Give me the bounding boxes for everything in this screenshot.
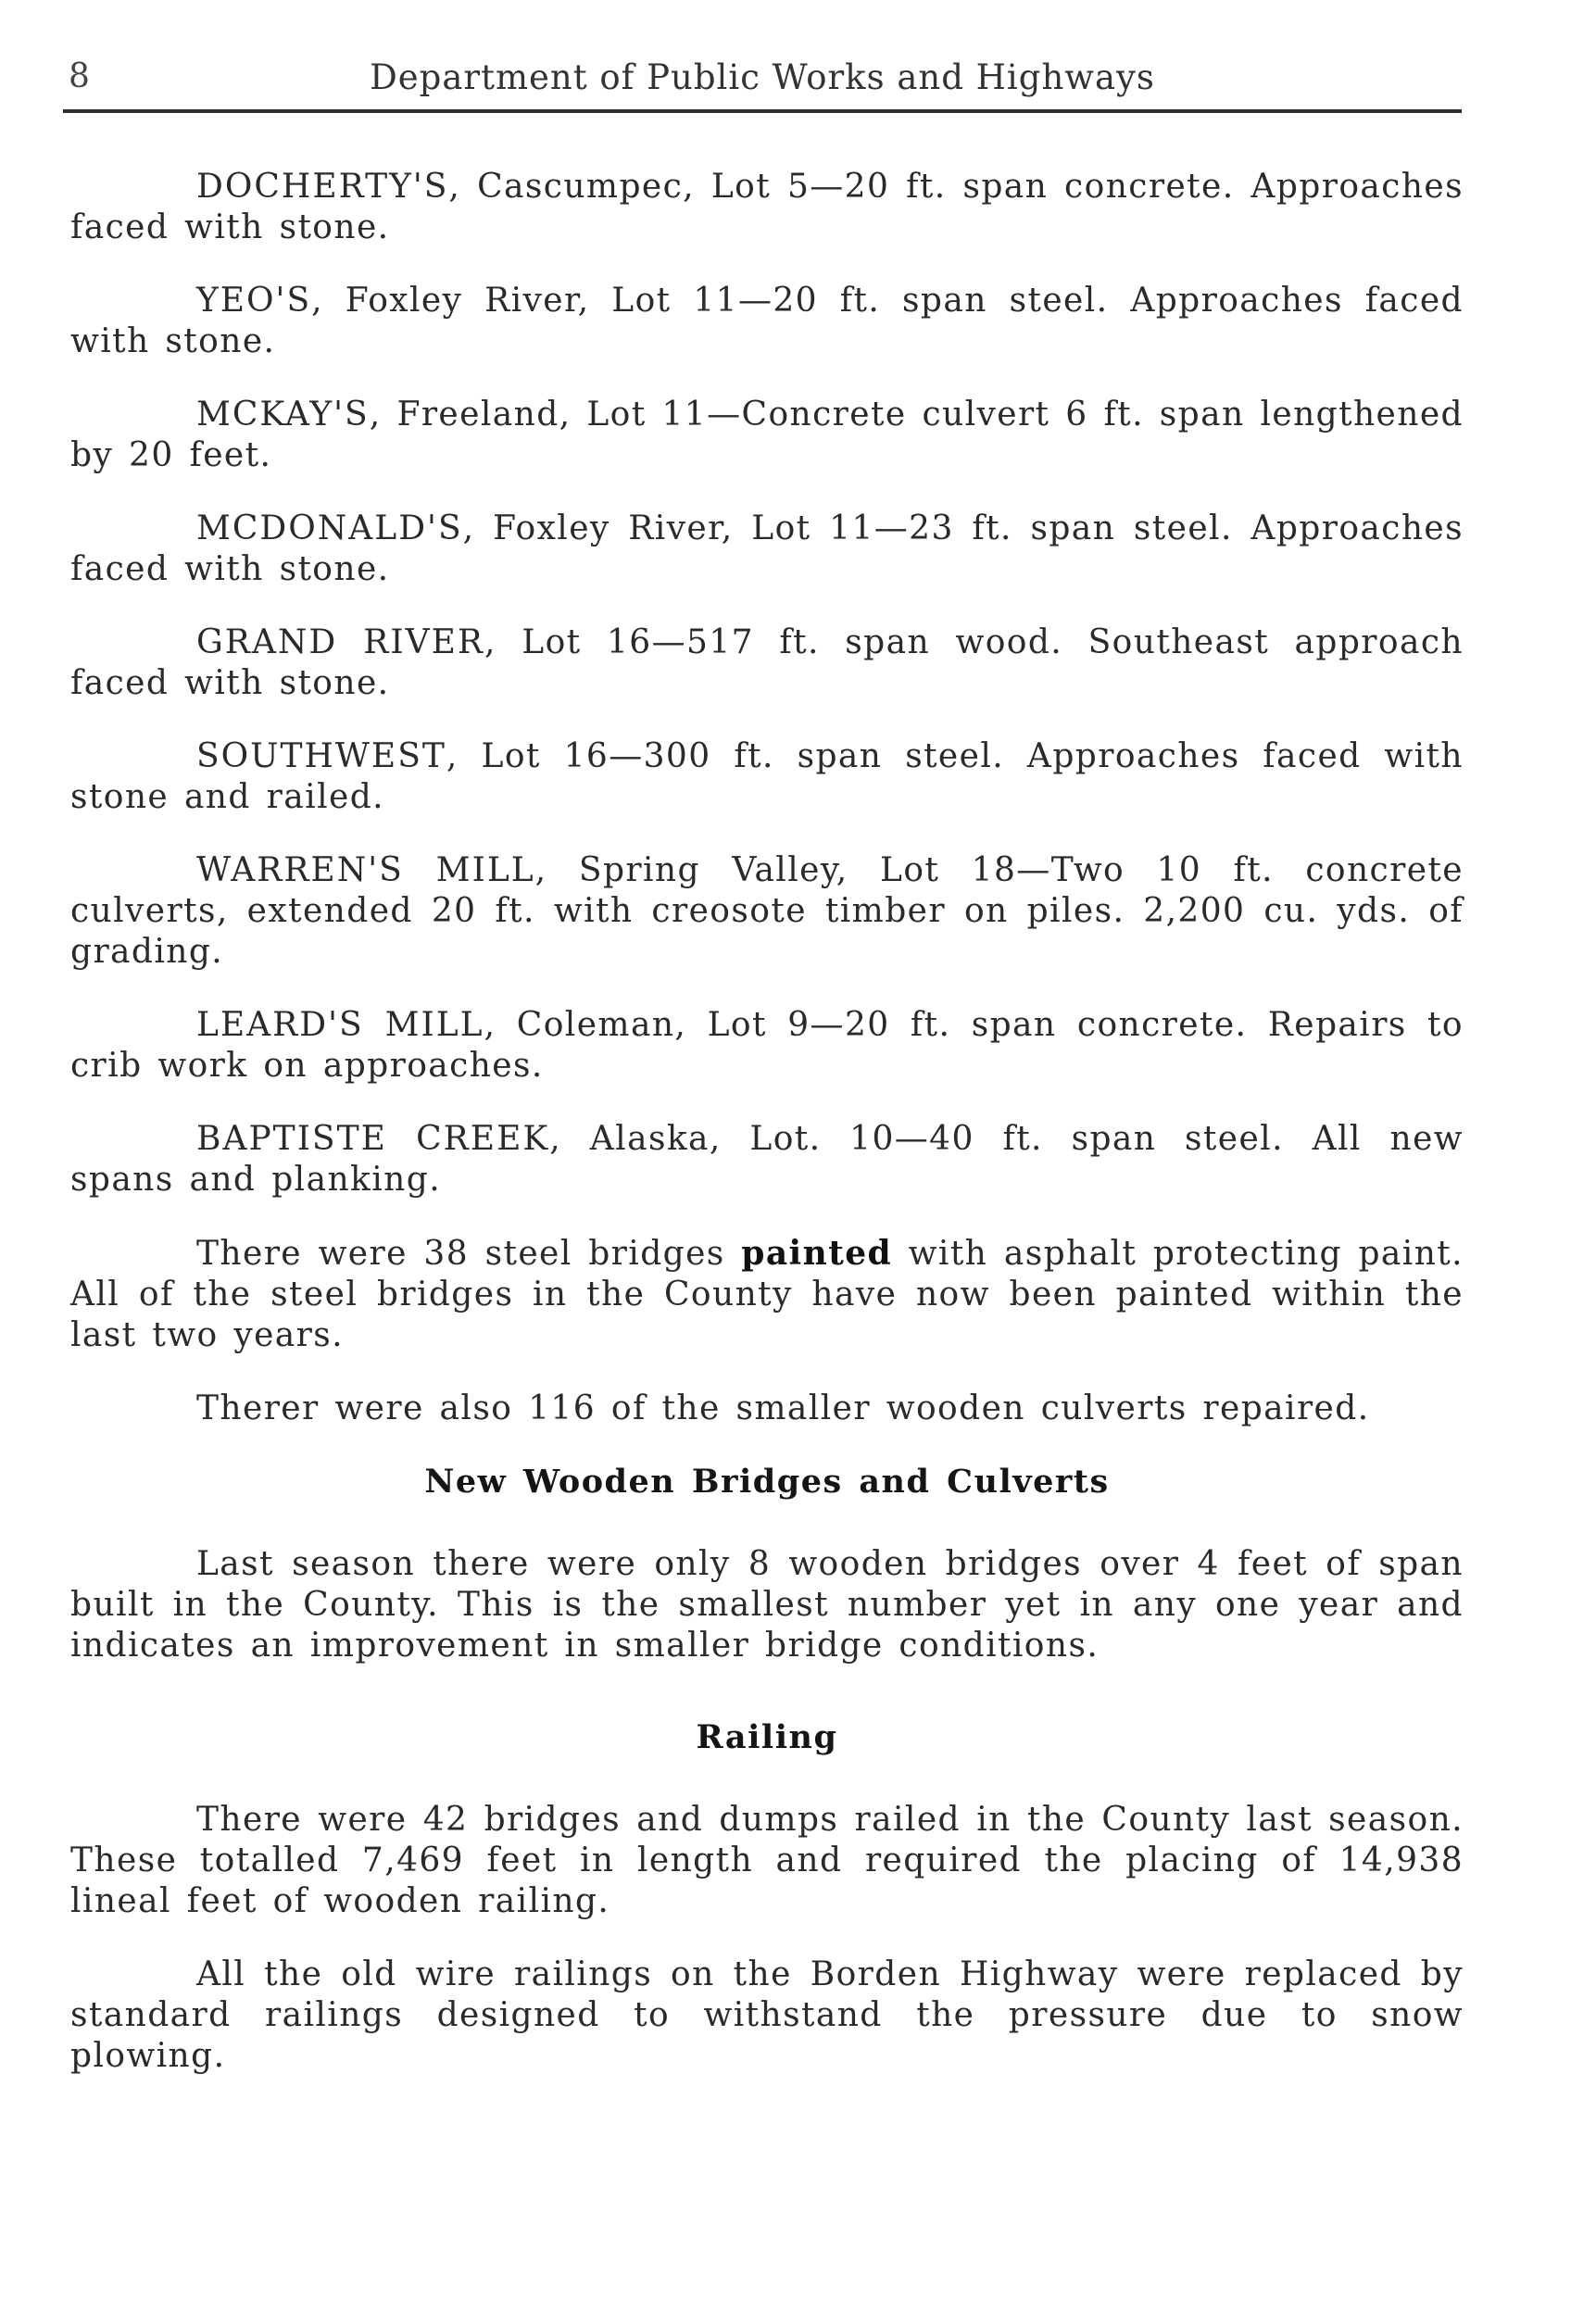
bridge-description: , Foxley River, Lot 11—20 ft. span steel. Approaches faced with stone. bbox=[70, 282, 1464, 360]
bridge-name: DOCHERTY'S bbox=[196, 168, 449, 206]
bridge-entry bbox=[70, 281, 1464, 362]
bridge-description: , Lot 16—517 ft. span wood. Southeast approach faced with stone. bbox=[70, 623, 1464, 702]
bridge-description: , Lot 16—300 ft. span steel. Approaches faced with stone and railed. bbox=[70, 737, 1464, 816]
bridge-description: , Cascumpec, Lot 5—20 ft. span concrete. Approaches faced with stone. bbox=[70, 168, 1464, 246]
painting-text-after: with asphalt protecting paint. All of the steel bridges in the County have now been painted within the last two years. bbox=[70, 1235, 1464, 1354]
bridge-entry bbox=[70, 736, 1464, 818]
bridge-entry bbox=[70, 622, 1464, 704]
culverts-repaired-paragraph: Therer were also 116 of the smaller wooden culverts repaired. bbox=[196, 1389, 1370, 1427]
section-heading-railing: Railing bbox=[696, 1718, 838, 1756]
painting-text-before: There were 38 steel bridges bbox=[196, 1235, 742, 1273]
railing-paragraph: There were 42 bridges and dumps railed in the County last season. These totalled 7,469 feet in length and required the placing of 14,938 lineal feet of wooden railing. bbox=[70, 1801, 1464, 1920]
bridge-description: , Alaska, Lot. 10—40 ft. span steel. All new spans and planking. bbox=[70, 1120, 1464, 1199]
page-body bbox=[70, 167, 1464, 2109]
bridge-name: MCKAY'S bbox=[196, 396, 370, 434]
bridge-description: , Foxley River, Lot 11—23 ft. span steel. Approaches faced with stone. bbox=[70, 509, 1464, 588]
bridge-description: , Freeland, Lot 11—Concrete culvert 6 ft. span lengthened by 20 feet. bbox=[70, 396, 1464, 474]
section-heading-new-wooden-bridges: New Wooden Bridges and Culverts bbox=[424, 1463, 1110, 1501]
bridge-name: MCDONALD'S bbox=[196, 509, 463, 547]
bridge-name: SOUTHWEST bbox=[196, 737, 446, 775]
running-head: Department of Public Works and Highways bbox=[370, 57, 1155, 97]
bridge-name: LEARD'S MILL bbox=[196, 1006, 484, 1044]
bridge-entry bbox=[70, 395, 1464, 476]
bridge-name: YEO'S bbox=[196, 282, 312, 320]
bridge-entry bbox=[70, 1005, 1464, 1087]
bridge-description: , Coleman, Lot 9—20 ft. span concrete. Repairs to crib work on approaches. bbox=[70, 1006, 1464, 1085]
bridge-entry bbox=[70, 509, 1464, 590]
bridge-entry bbox=[70, 1119, 1464, 1200]
new-wooden-paragraph: Last season there were only 8 wooden bridges over 4 feet of span built in the County. This is the smallest number yet in any one year and indicates an improvement in smaller bridge conditions. bbox=[70, 1545, 1464, 1665]
page-header bbox=[63, 54, 1462, 109]
page-number: 8 bbox=[69, 57, 90, 95]
bridge-name: GRAND RIVER bbox=[196, 623, 484, 661]
bridge-name: WARREN'S MILL bbox=[196, 851, 535, 889]
railing-paragraph: All the old wire railings on the Borden Highway were replaced by standard railings designed to withstand the pressure due to snow plowing. bbox=[70, 1955, 1464, 2075]
bridge-entry bbox=[70, 850, 1464, 973]
bridge-entry bbox=[70, 167, 1464, 248]
painting-paragraph bbox=[70, 1233, 1464, 1356]
bridge-name: BAPTISTE CREEK bbox=[196, 1120, 550, 1158]
bridge-description: , Spring Valley, Lot 18—Two 10 ft. concrete culverts, extended 20 ft. with creosote timber on piles. 2,200 cu. yds. of grading. bbox=[70, 851, 1464, 971]
painting-emphasis: painted bbox=[741, 1234, 893, 1273]
header-rule bbox=[63, 109, 1462, 113]
